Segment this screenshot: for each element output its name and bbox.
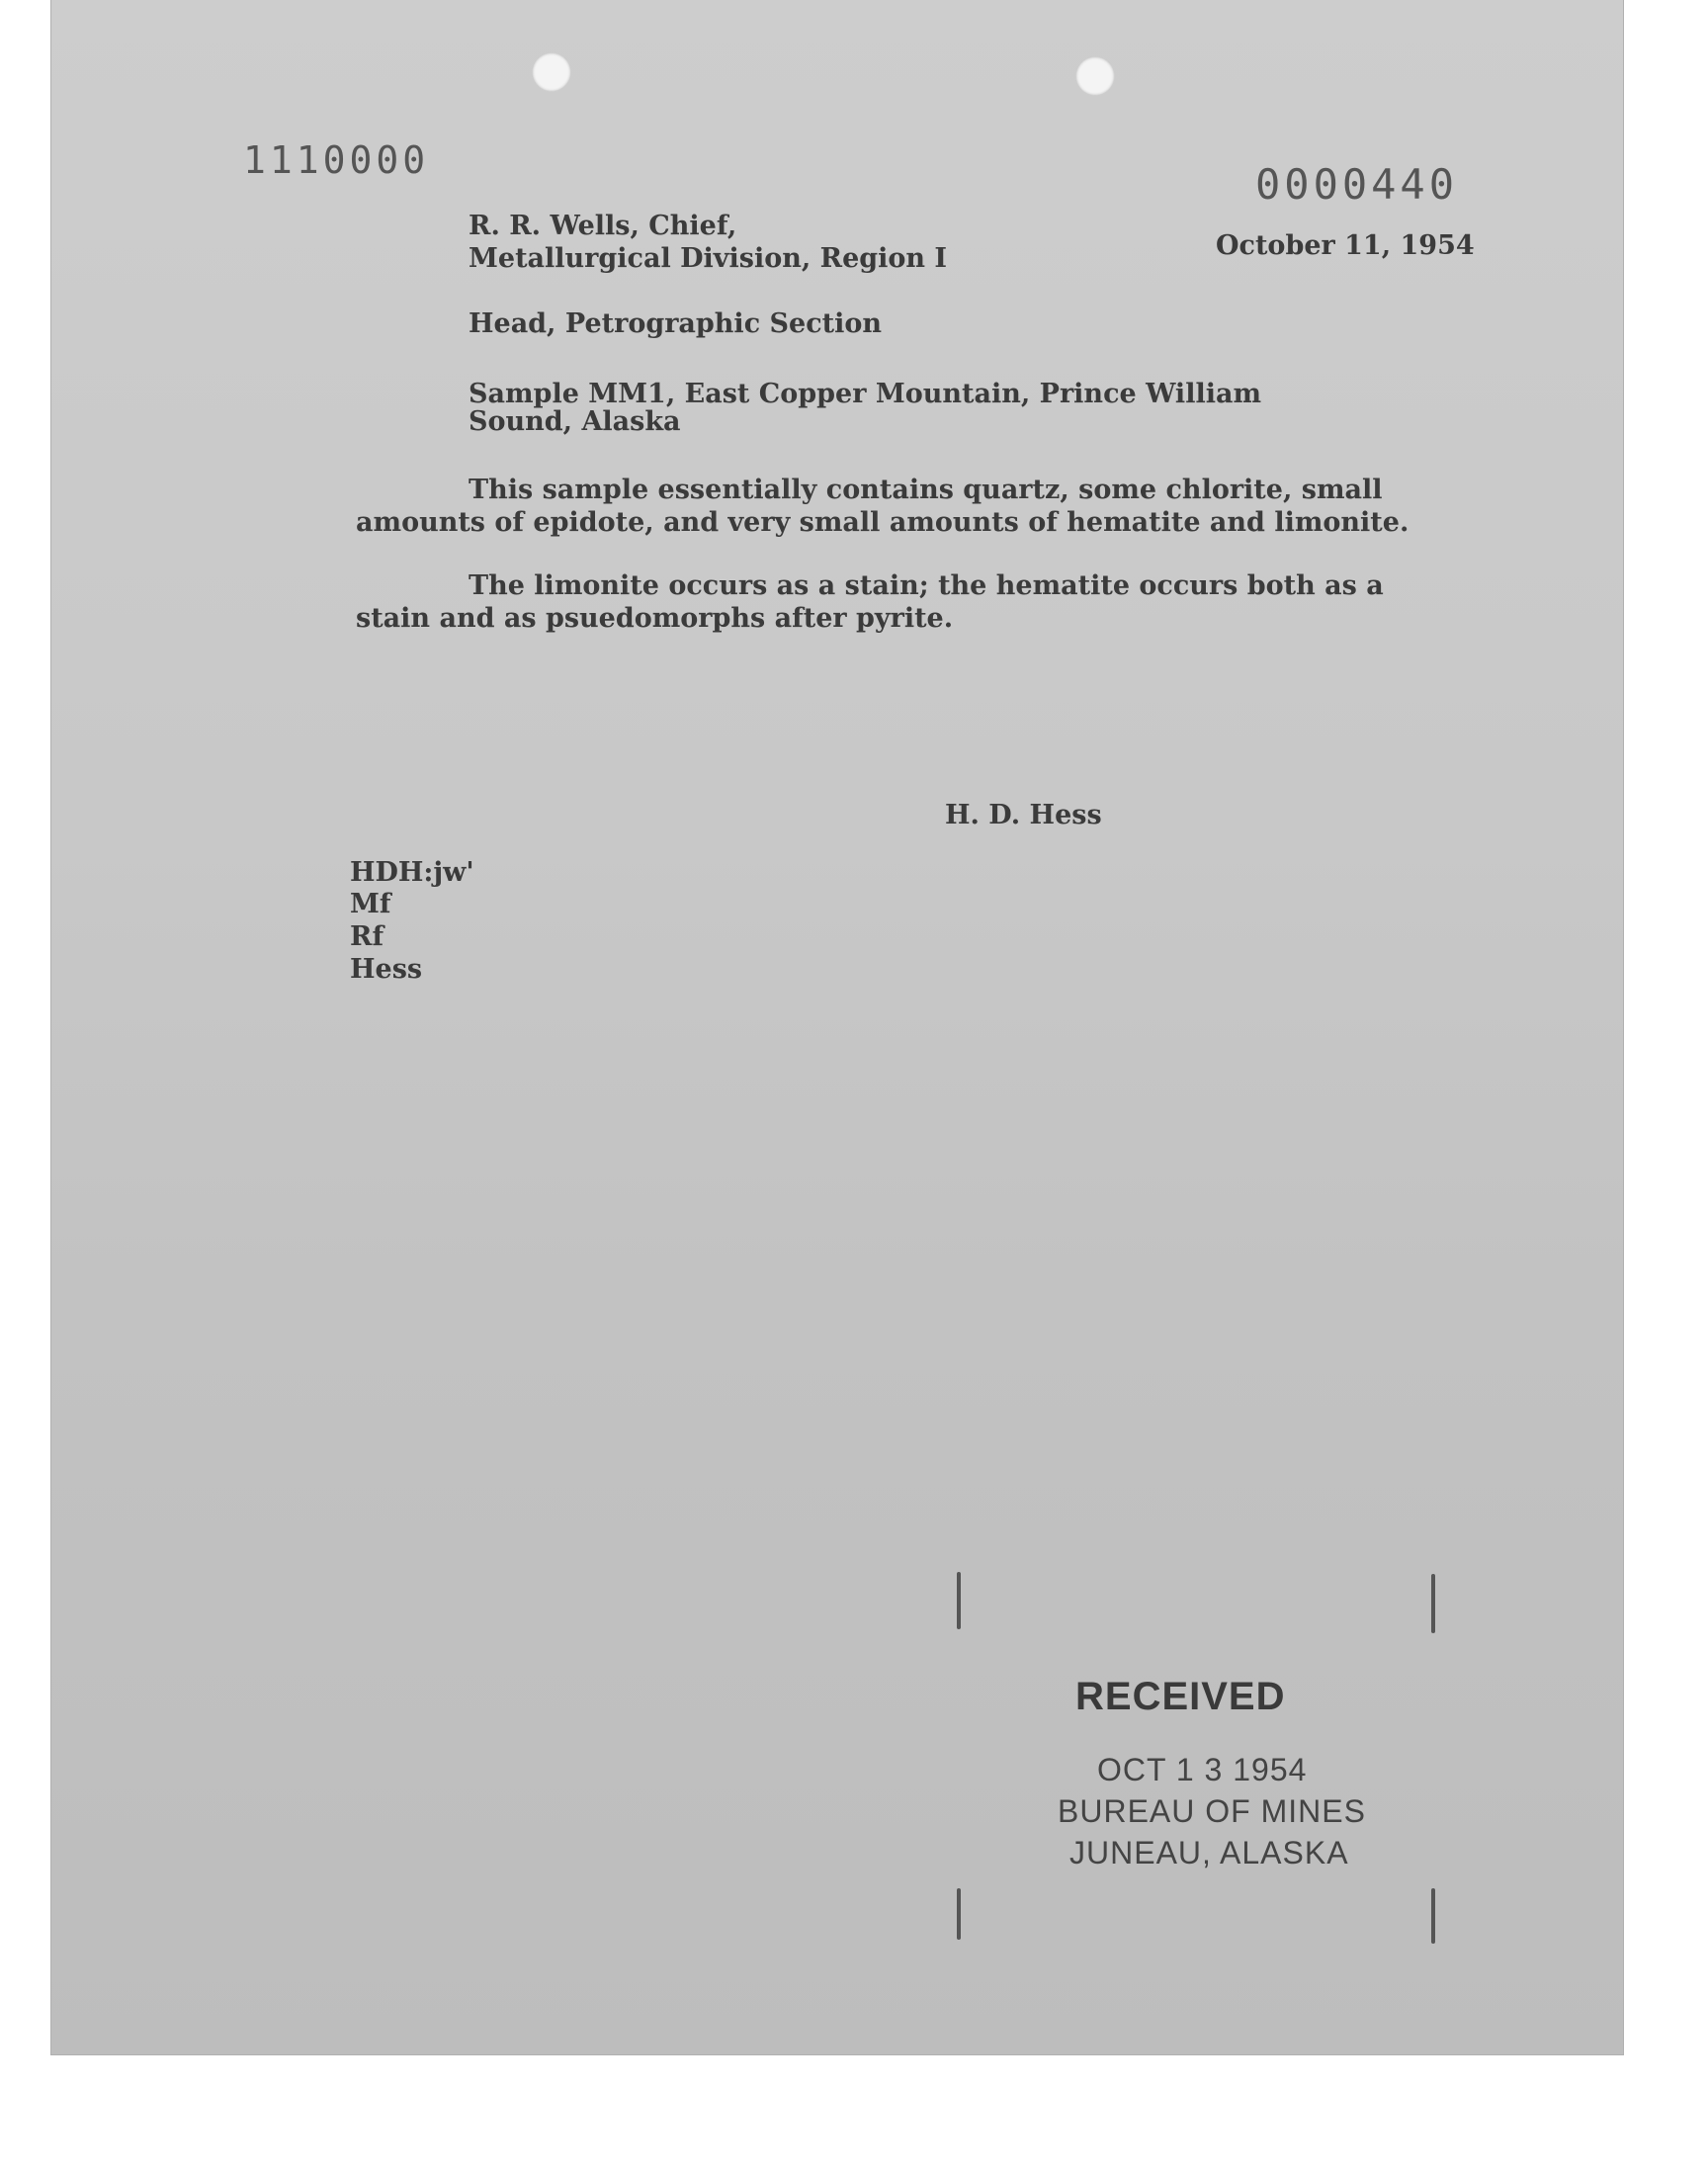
addressee-line-1: R. R. Wells, Chief, xyxy=(469,211,737,241)
document-page xyxy=(51,0,1623,2054)
signature-name: H. D. Hess xyxy=(945,800,1102,830)
distribution-item: Mf xyxy=(350,889,391,919)
top-right-number: 0000440 xyxy=(1255,160,1459,209)
distribution-item: Hess xyxy=(350,954,423,985)
addressee-line-2: Metallurgical Division, Region I xyxy=(469,243,948,274)
paragraph-2-line-2: stain and as psuedomorphs after pyrite. xyxy=(356,603,954,634)
paragraph-1-line-2: amounts of epidote, and very small amounts of hematite and limonite. xyxy=(356,507,1409,538)
reference-initials: HDH:jw' xyxy=(350,857,474,888)
stamp-corner-mark xyxy=(957,1572,961,1629)
stamp-corner-mark xyxy=(1431,1574,1435,1633)
sender-line: Head, Petrographic Section xyxy=(469,308,883,339)
stamp-title: RECEIVED xyxy=(1075,1675,1286,1718)
letter-date: October 11, 1954 xyxy=(1216,230,1475,261)
paragraph-1-line-1: This sample essentially contains quartz, some chlorite, small xyxy=(469,475,1383,505)
stamp-corner-mark xyxy=(957,1888,961,1940)
stamp-corner-mark xyxy=(1431,1888,1435,1944)
stamp-location: JUNEAU, ALASKA xyxy=(1069,1835,1349,1870)
paragraph-2-line-1: The limonite occurs as a stain; the hematite occurs both as a xyxy=(469,570,1384,601)
stamp-date: OCT 1 3 1954 xyxy=(1097,1752,1308,1787)
punch-hole xyxy=(1075,56,1115,96)
subject-line-1: Sample MM1, East Copper Mountain, Prince William xyxy=(469,379,1262,409)
stamp-organization: BUREAU OF MINES xyxy=(1058,1793,1366,1829)
top-left-number: 1110000 xyxy=(243,138,430,182)
distribution-item: Rf xyxy=(350,921,384,952)
subject-line-2: Sound, Alaska xyxy=(469,406,681,437)
punch-hole xyxy=(532,52,571,92)
